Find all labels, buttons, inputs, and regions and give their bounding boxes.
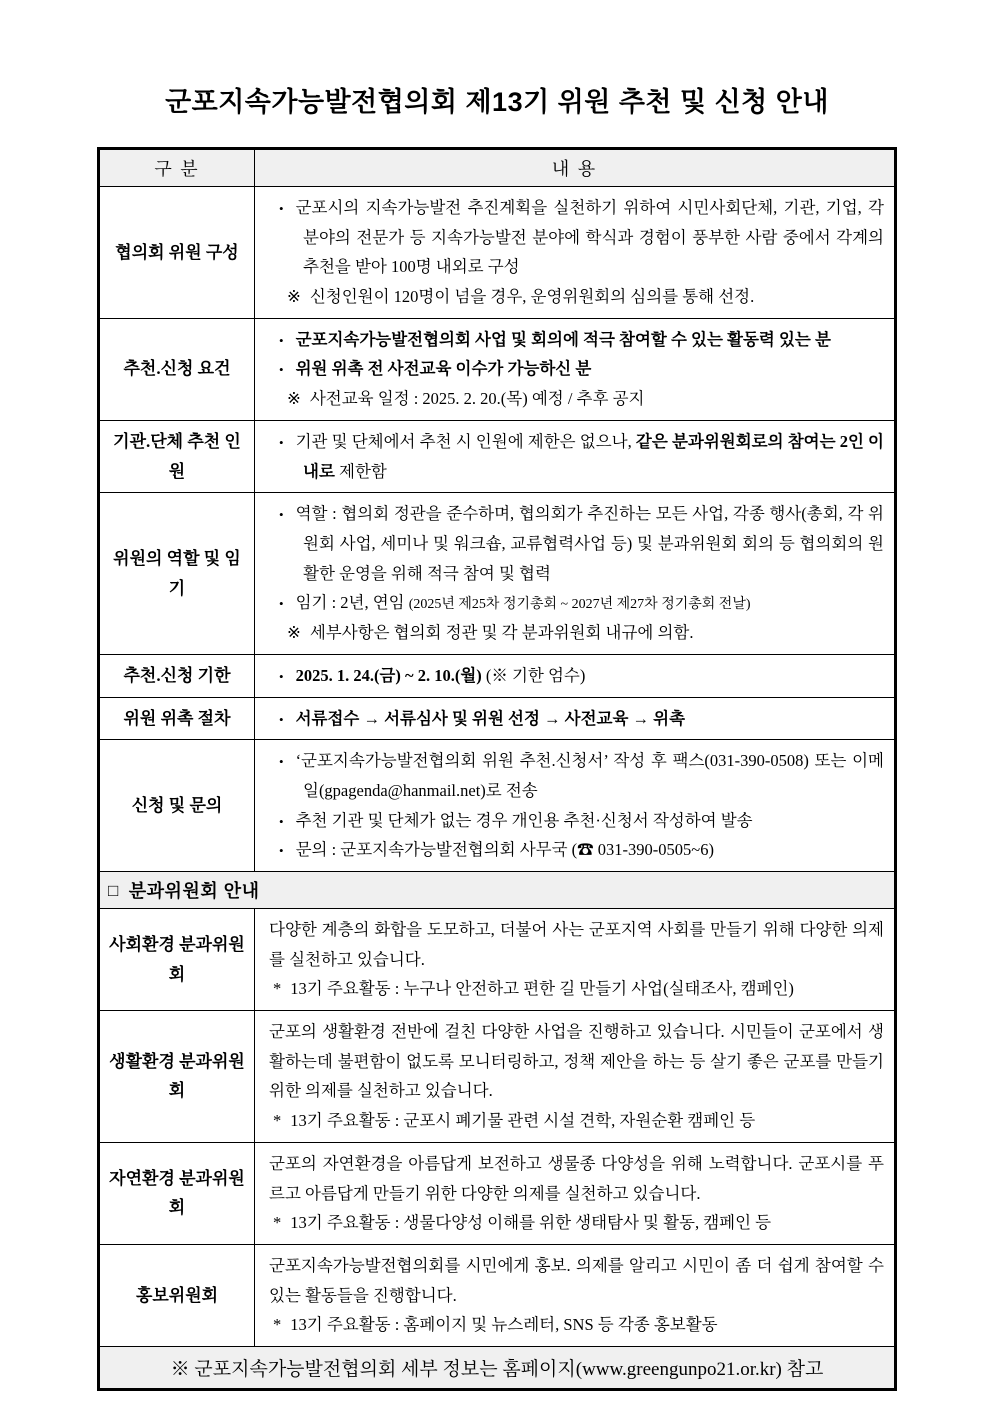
row-label: 생활환경 분과위원회 [99, 1011, 255, 1143]
text-segment: 13기 주요활동 : 누구나 안전하고 편한 길 만들기 사업(실태조사, 캠페인) [290, 979, 794, 999]
text-segment: 군포지속가능발전협의회 사업 및 회의에 적극 참여할 수 있는 활동력 있는 분 [295, 329, 831, 349]
text-segment: 세부사항은 협의회 정관 및 각 분과위원회 내규에 의함. [309, 623, 694, 643]
row-label: 추천.신청 요건 [99, 318, 255, 420]
bullet-icon: • [279, 362, 284, 378]
header-col-content: 내 용 [255, 149, 896, 187]
table-row [99, 740, 896, 872]
row-content [255, 740, 896, 872]
row-label: 기관.단체 추천 인원 [99, 420, 255, 493]
table-header [99, 149, 896, 187]
row-content [255, 909, 896, 1011]
table-row [99, 654, 896, 697]
text-segment: 신청인원이 120명이 넘을 경우, 운영위원회의 심의를 통해 선정. [309, 287, 755, 307]
content-line [267, 354, 884, 384]
content-line [267, 1017, 884, 1106]
text-segment: 13기 주요활동 : 군포시 폐기물 관련 시설 견학, 자원순환 캠페인 등 [290, 1111, 756, 1131]
text-segment: 서류접수 → 서류심사 및 위원 선정 → 사전교육 → 위촉 [295, 708, 686, 728]
footer-note: ※ 군포지속가능발전협의회 세부 정보는 홈페이지(www.greengunpo21.or.kr) 참고 [99, 1346, 896, 1389]
content-line [267, 325, 884, 355]
content-line [267, 746, 884, 805]
content-line [267, 915, 884, 974]
content-line [267, 1149, 884, 1208]
text-segment: 문의 : 군포지속가능발전협의회 사무국 (☎ 031-390-0505~6) [295, 840, 714, 860]
reference-mark-icon: ※ [287, 623, 301, 643]
text-segment: (※ 기한 엄수) [481, 665, 586, 685]
row-label: 위원 위촉 절차 [99, 697, 255, 740]
text-segment: 기관 및 단체에서 추천 시 인원에 제한은 없으나, [295, 431, 636, 451]
text-segment: 제한함 [334, 461, 387, 481]
bullet-icon: • [279, 754, 284, 770]
table-row [99, 493, 896, 654]
page-title: 군포지속가능발전협의회 제13기 위원 추천 및 신청 안내 [165, 87, 829, 117]
bullet-icon: • [279, 813, 284, 829]
bullet-icon: • [279, 507, 284, 523]
row-label: 위원의 역할 및 임기 [99, 493, 255, 654]
row-content [255, 187, 896, 319]
bullet-icon: • [279, 201, 284, 216]
text-segment: 임기 : 2년, 연임 [295, 593, 409, 613]
text-segment: 군포의 자연환경을 아름답게 보전하고 생물종 다양성을 위해 노력합니다. 군포시를 푸르고 아름답게 만들기 위한 다양한 의제를 실천하고 있습니다. [269, 1153, 884, 1203]
table-body [99, 187, 896, 1390]
content-line [267, 1208, 884, 1238]
row-content [255, 493, 896, 654]
reference-mark-icon: ※ [287, 287, 301, 307]
content-line [267, 661, 884, 691]
info-table [97, 147, 897, 1391]
text-segment: 위원 위촉 전 사전교육 이수가 가능하신 분 [295, 359, 592, 379]
section-header-cell [99, 872, 896, 909]
text-segment: 군포의 생활환경 전반에 걸친 다양한 사업을 진행하고 있습니다. 시민들이 군포에서 생활하는데 불편함이 없도록 모니터링하고, 정책 제안을 하는 등 살기 좋은 군포를 만들기 위한 의제를 실천하고 있습니다. [269, 1022, 884, 1101]
table-row [99, 1142, 896, 1244]
content-line [267, 974, 884, 1004]
content-line [267, 384, 884, 414]
text-segment: (2025년 제25차 정기총회 ~ 2027년 제27차 정기총회 전날) [408, 597, 751, 613]
row-label: 자연환경 분과위원회 [99, 1142, 255, 1244]
content-line [267, 588, 884, 618]
text-segment: ‘군포지속가능발전협의회 위원 추천.신청서’ 작성 후 팩스(031-390-0508) 또는 이메일(gpagenda@hanmail.net)로 전송 [295, 751, 884, 800]
text-segment: 군포시의 지속가능발전 추진계획을 실천하기 위하여 시민사회단체, 기관, 기업, 각 분야의 전문가 등 지속가능발전 분야에 학식과 경험이 풍부한 사람 중에서 각계의 추천을 받아 100명 내외로 구성 [295, 198, 884, 277]
row-label: 사회환경 분과위원회 [99, 909, 255, 1011]
content-line [267, 1251, 884, 1310]
content-line [267, 427, 884, 486]
text-segment: 사전교육 일정 : 2025. 2. 20.(목) 예정 / 추후 공지 [309, 389, 645, 409]
content-line [267, 835, 884, 865]
bullet-icon: • [279, 843, 284, 859]
content-line [267, 193, 884, 282]
text-segment: 역할 : 협의회 정관을 준수하며, 협의회가 추진하는 모든 사업, 각종 행사(총회, 각 위원회 사업, 세미나 및 워크숍, 교류협력사업 등) 및 분과위원회 회의 등 협의회의 원활한 운영을 위해 적극 참여 및 협력 [295, 504, 884, 583]
bullet-icon: • [279, 332, 284, 348]
asterisk-icon: * [273, 979, 282, 999]
row-label: 신청 및 문의 [99, 740, 255, 872]
text-segment: 군포지속가능발전협의회를 시민에게 홍보. 의제를 알리고 시민이 좀 더 쉽게 참여할 수 있는 활동들을 진행합니다. [269, 1255, 884, 1305]
content-line [267, 806, 884, 836]
table-row [99, 187, 896, 319]
bullet-icon: • [279, 434, 284, 450]
table-row [99, 1011, 896, 1143]
row-label: 추천.신청 기한 [99, 654, 255, 697]
reference-mark-icon: ※ [287, 389, 301, 409]
row-label: 협의회 위원 구성 [99, 187, 255, 319]
content-line [267, 499, 884, 588]
content-line [267, 282, 884, 312]
row-content [255, 420, 896, 493]
asterisk-icon: * [273, 1111, 282, 1131]
document-page [97, 0, 897, 1391]
text-segment: 13기 주요활동 : 생물다양성 이해를 위한 생태탐사 및 활동, 캠페인 등 [290, 1213, 772, 1233]
content-line [267, 1106, 884, 1136]
row-content [255, 1142, 896, 1244]
row-label: 홍보위원회 [99, 1244, 255, 1346]
content-line [267, 704, 884, 734]
header-col-category: 구 분 [99, 149, 255, 187]
section-title: 분과위원회 안내 [128, 881, 260, 901]
table-row [99, 909, 896, 1011]
row-content [255, 318, 896, 420]
row-content [255, 654, 896, 697]
table-row [99, 420, 896, 493]
text-segment: 추천 기관 및 단체가 없는 경우 개인용 추천·신청서 작성하여 발송 [295, 810, 753, 830]
table-row [99, 318, 896, 420]
content-line [267, 618, 884, 648]
row-content [255, 1244, 896, 1346]
text-segment: 2025. 1. 24.(금) ~ 2. 10.(월) [295, 665, 482, 685]
bullet-icon: • [279, 596, 284, 612]
bullet-icon: • [279, 711, 284, 727]
text-segment: 13기 주요활동 : 홈페이지 및 뉴스레터, SNS 등 각종 홍보활동 [290, 1315, 718, 1335]
content-line [267, 1310, 884, 1340]
header-row [99, 149, 896, 187]
text-segment: 다양한 계층의 화합을 도모하고, 더불어 사는 군포지역 사회를 만들기 위해 다양한 의제를 실천하고 있습니다. [269, 920, 884, 969]
section-header-row [99, 872, 896, 909]
asterisk-icon: * [273, 1213, 282, 1233]
footer-row [99, 1346, 896, 1389]
row-content [255, 697, 896, 740]
table-row [99, 697, 896, 740]
table-row [99, 1244, 896, 1346]
asterisk-icon: * [273, 1315, 282, 1335]
text-segment: 같은 분과위원회로의 참여는 2인 이내로 [303, 431, 884, 481]
checkbox-icon: □ [108, 881, 119, 900]
row-content [255, 1011, 896, 1143]
bullet-icon: • [279, 668, 284, 684]
